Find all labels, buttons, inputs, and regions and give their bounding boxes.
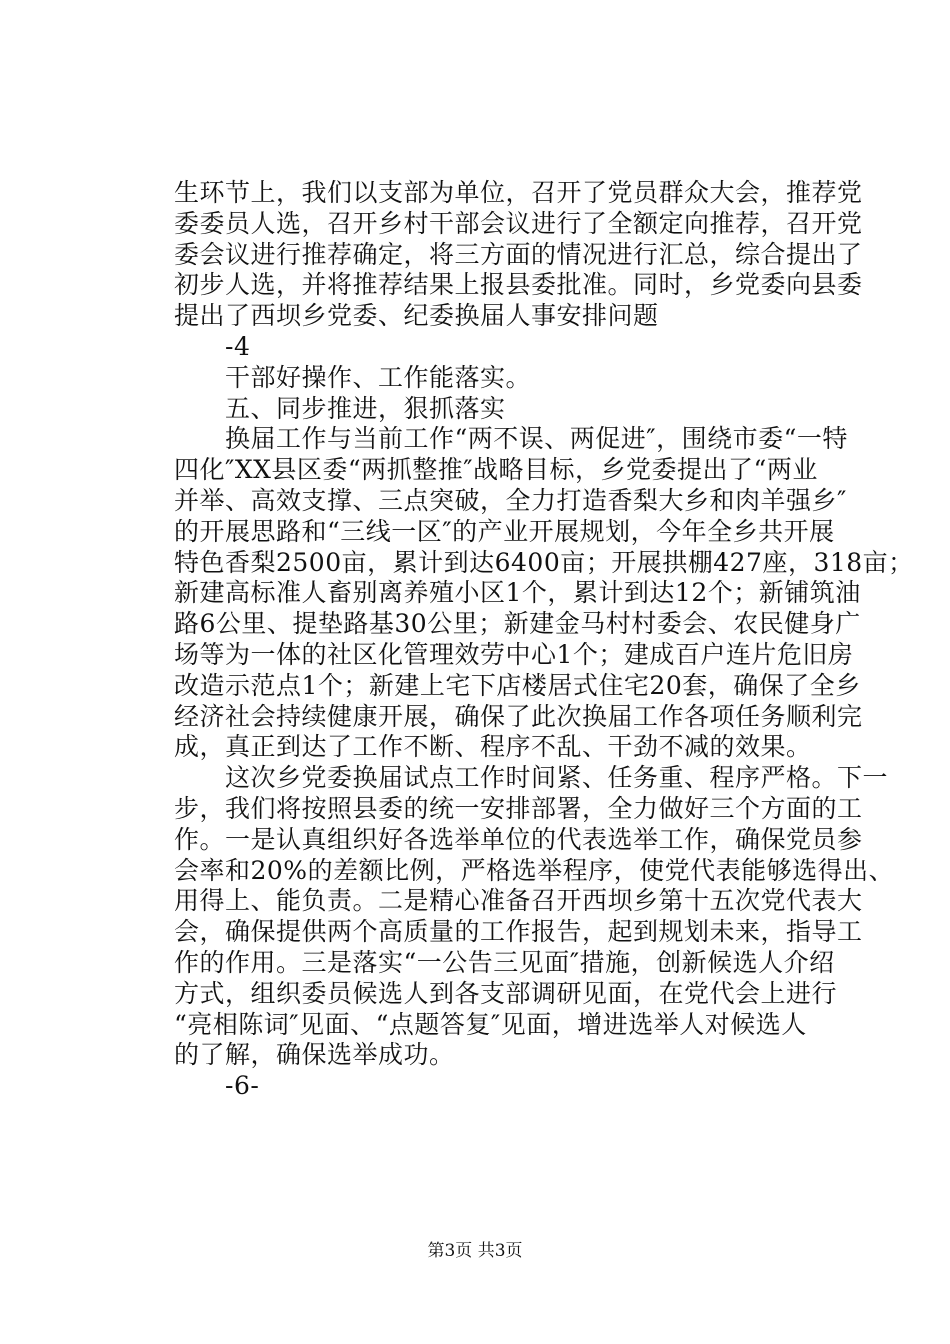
section-heading: 五、同步推进，狠抓落实 (174, 393, 506, 423)
page-marker: -4 (174, 331, 251, 361)
text-line: 特色香梨2500亩，累计到达6400亩；开展拱棚427座，318亩； (174, 547, 914, 577)
text-line: 并举、高效支撑、三点突破，全力打造香梨大乡和肉羊强乡″ (174, 485, 847, 515)
page-footer: 第3页 共3页 (427, 1241, 523, 1261)
text-line: 用得上、能负责。二是精心准备召开西坝乡第十五次党代表大 (174, 886, 863, 916)
text-line: 经济社会持续健康开展，确保了此次换届工作各项任务顺利完 (174, 701, 863, 731)
text-line: 委会议进行推荐确定，将三方面的情况进行汇总，综合提出了 (174, 239, 863, 269)
text-line: 作的作用。三是落实“一公告三见面″措施，创新候选人介绍 (174, 947, 835, 977)
text-line: 生环节上，我们以支部为单位，召开了党员群众大会，推荐党 (174, 178, 863, 207)
text-line: 会，确保提供两个高质量的工作报告，起到规划未来，指导工 (174, 917, 863, 947)
text-line: “亮相陈词″见面、“点题答复″见面，增进选举人对候选人 (174, 1009, 807, 1039)
text-line: 委委员人选，召开乡村干部会议进行了全额定向推荐，召开党 (174, 208, 863, 238)
text-line: 方式，组织委员候选人到各支部调研见面，在党代会上进行 (174, 978, 838, 1008)
text-line: 换届工作与当前工作“两不误、两促进″，围绕市委“一特 (174, 424, 848, 454)
text-line: 的开展思路和“三线一区″的产业开展规划，今年全乡共开展 (174, 516, 835, 546)
text-line: 这次乡党委换届试点工作时间紧、任务重、程序严格。下一 (174, 763, 889, 793)
text-line: 四化″XX县区委“两抓整推″战略目标，乡党委提出了“两业 (174, 455, 818, 485)
text-line: 场等为一体的社区化管理效劳中心1个；建成百户连片危旧房 (174, 639, 854, 669)
text-line: 改造示范点1个；新建上宅下店楼居式住宅20套，确保了全乡 (174, 670, 861, 700)
text-line: 步，我们将按照县委的统一安排部署，全力做好三个方面的工 (174, 793, 863, 823)
text-line: 提出了西坝乡党委、纪委换届人事安排问题 (174, 301, 659, 331)
text-line: 干部好操作、工作能落实。 (174, 362, 532, 392)
text-line: 会率和20%的差额比例，严格选举程序，使党代表能够选得出、 (174, 855, 895, 885)
text-line: 初步人选，并将推荐结果上报县委批准。同时，乡党委向县委 (174, 270, 863, 300)
page-marker: -6- (174, 1071, 260, 1101)
text-line: 作。一是认真组织好各选举单位的代表选举工作，确保党员参 (174, 824, 863, 854)
text-line: 的了解，确保选举成功。 (174, 1040, 455, 1070)
text-line: 路6公里、提垫路基30公里；新建金马村村委会、农民健身广 (174, 609, 861, 639)
text-line: 新建高标准人畜别离养殖小区1个，累计到达12个；新铺筑油 (174, 578, 861, 608)
text-line: 成，真正到达了工作不断、程序不乱、干劲不减的效果。 (174, 732, 812, 762)
document-body (174, 178, 914, 1102)
